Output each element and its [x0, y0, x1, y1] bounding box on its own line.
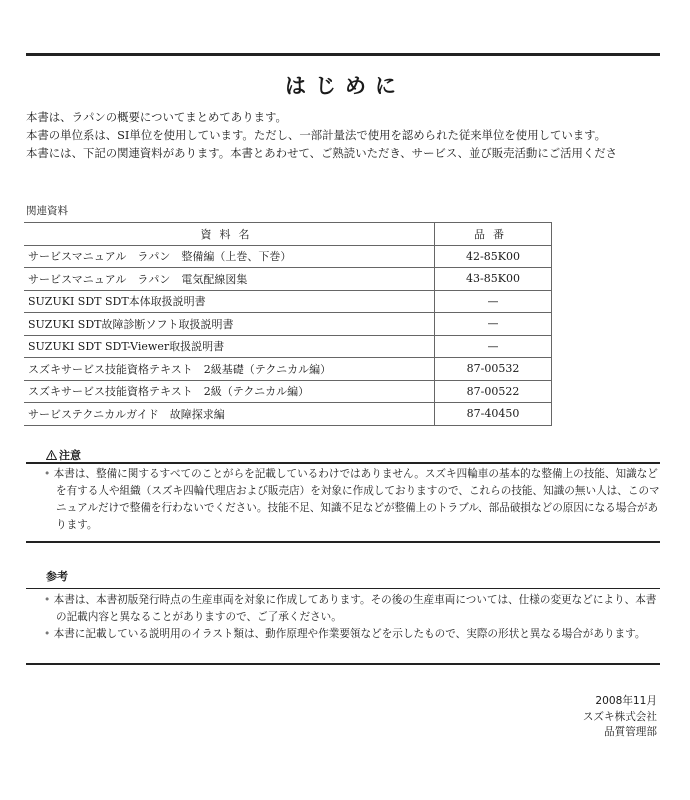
reference-body — [44, 592, 662, 643]
doc-name: SUZUKI SDT故障診断ソフト取扱説明書 — [24, 313, 435, 336]
table-row — [24, 245, 552, 268]
doc-code: 42-85K00 — [435, 245, 552, 268]
doc-code: 87-00522 — [435, 380, 552, 403]
intro-line: 本書には、下記の関連資料があります。本書とあわせて、ご熟読いただき、サービス、並び販売活動にご活用くださ — [26, 146, 618, 160]
doc-name: サービステクニカルガイド 故障探求編 — [24, 403, 435, 426]
warning-triangle-icon — [46, 450, 57, 460]
doc-code: — — [435, 335, 552, 358]
doc-name: SUZUKI SDT SDT本体取扱説明書 — [24, 290, 435, 313]
doc-name: スズキサービス技能資格テキスト 2級基礎（テクニカル編） — [24, 358, 435, 381]
doc-name: サービスマニュアル ラパン 整備編（上巻、下巻） — [24, 245, 435, 268]
header-name: 資料名 — [24, 223, 435, 246]
table-row — [24, 358, 552, 381]
reference-item — [44, 592, 662, 626]
department-name: 品質管理部 — [604, 726, 657, 738]
table-header-row — [24, 223, 552, 246]
intro-text — [26, 108, 666, 162]
table-row — [24, 268, 552, 291]
doc-code: 43-85K00 — [435, 268, 552, 291]
bullet-mark: • — [44, 468, 51, 480]
company-name: スズキ株式会社 — [582, 710, 657, 723]
reference-bottom-rule — [26, 663, 660, 665]
doc-code: — — [435, 290, 552, 313]
caution-body — [44, 466, 662, 534]
bullet-mark: • — [44, 594, 51, 606]
intro-line: 本書の単位系は、SI単位を使用しています。ただし、一部計量法で使用を認められた従来単位を使用しています。 — [26, 128, 607, 142]
caution-bottom-rule — [26, 541, 660, 543]
intro-line: 本書は、ラパンの概要についてまとめてあります。 — [26, 110, 287, 124]
table-row — [24, 403, 552, 426]
caution-item — [44, 466, 662, 534]
caution-title-text: 注意 — [59, 449, 81, 462]
table-row — [24, 335, 552, 358]
table-row — [24, 380, 552, 403]
related-docs-table — [24, 222, 552, 426]
reference-item — [44, 626, 662, 643]
reference-title: 参考 — [46, 570, 68, 583]
reference-text: 本書に記載している説明用のイラスト類は、動作原理や作業要領などを示したもので、実際の形状と異なる場合があります。 — [53, 628, 646, 640]
doc-code: 87-40450 — [435, 403, 552, 426]
header-code: 品番 — [435, 223, 552, 246]
caution-top-rule — [26, 462, 660, 464]
reference-top-rule — [26, 588, 660, 589]
reference-text: 本書は、本書初版発行時点の生産車両を対象に作成してあります。その後の生産車両については、仕様の変更などにより、本書の記載内容と異なることがありますので、ご了承ください。 — [53, 594, 657, 623]
issue-date: 2008年11月 — [595, 695, 657, 707]
page-title: はじめに — [285, 74, 405, 98]
caution-text: 本書は、整備に関するすべてのことがらを記載しているわけではありません。スズキ四輪車の基本的な整備上の技能、知識などを有する人や組織（スズキ四輪代理店および販売店）を対象に作成しておりますので、これらの技能、知識の無い人は、このマニュアルだけで整備を行わないでください。技能不足、知識不足などが整備上のトラブル、部品破損などの原因になる場合があります。 — [53, 468, 660, 531]
bullet-mark: • — [44, 628, 51, 640]
related-docs-label: 関連資料 — [26, 205, 68, 217]
caution-title — [46, 447, 81, 463]
table-row — [24, 313, 552, 336]
table-row — [24, 290, 552, 313]
signoff — [583, 694, 657, 741]
doc-name: SUZUKI SDT SDT-Viewer取扱説明書 — [24, 335, 435, 358]
doc-code: — — [435, 313, 552, 336]
top-rule — [26, 53, 660, 56]
doc-code: 87-00532 — [435, 358, 552, 381]
doc-name: サービスマニュアル ラパン 電気配線図集 — [24, 268, 435, 291]
doc-name: スズキサービス技能資格テキスト 2級（テクニカル編） — [24, 380, 435, 403]
